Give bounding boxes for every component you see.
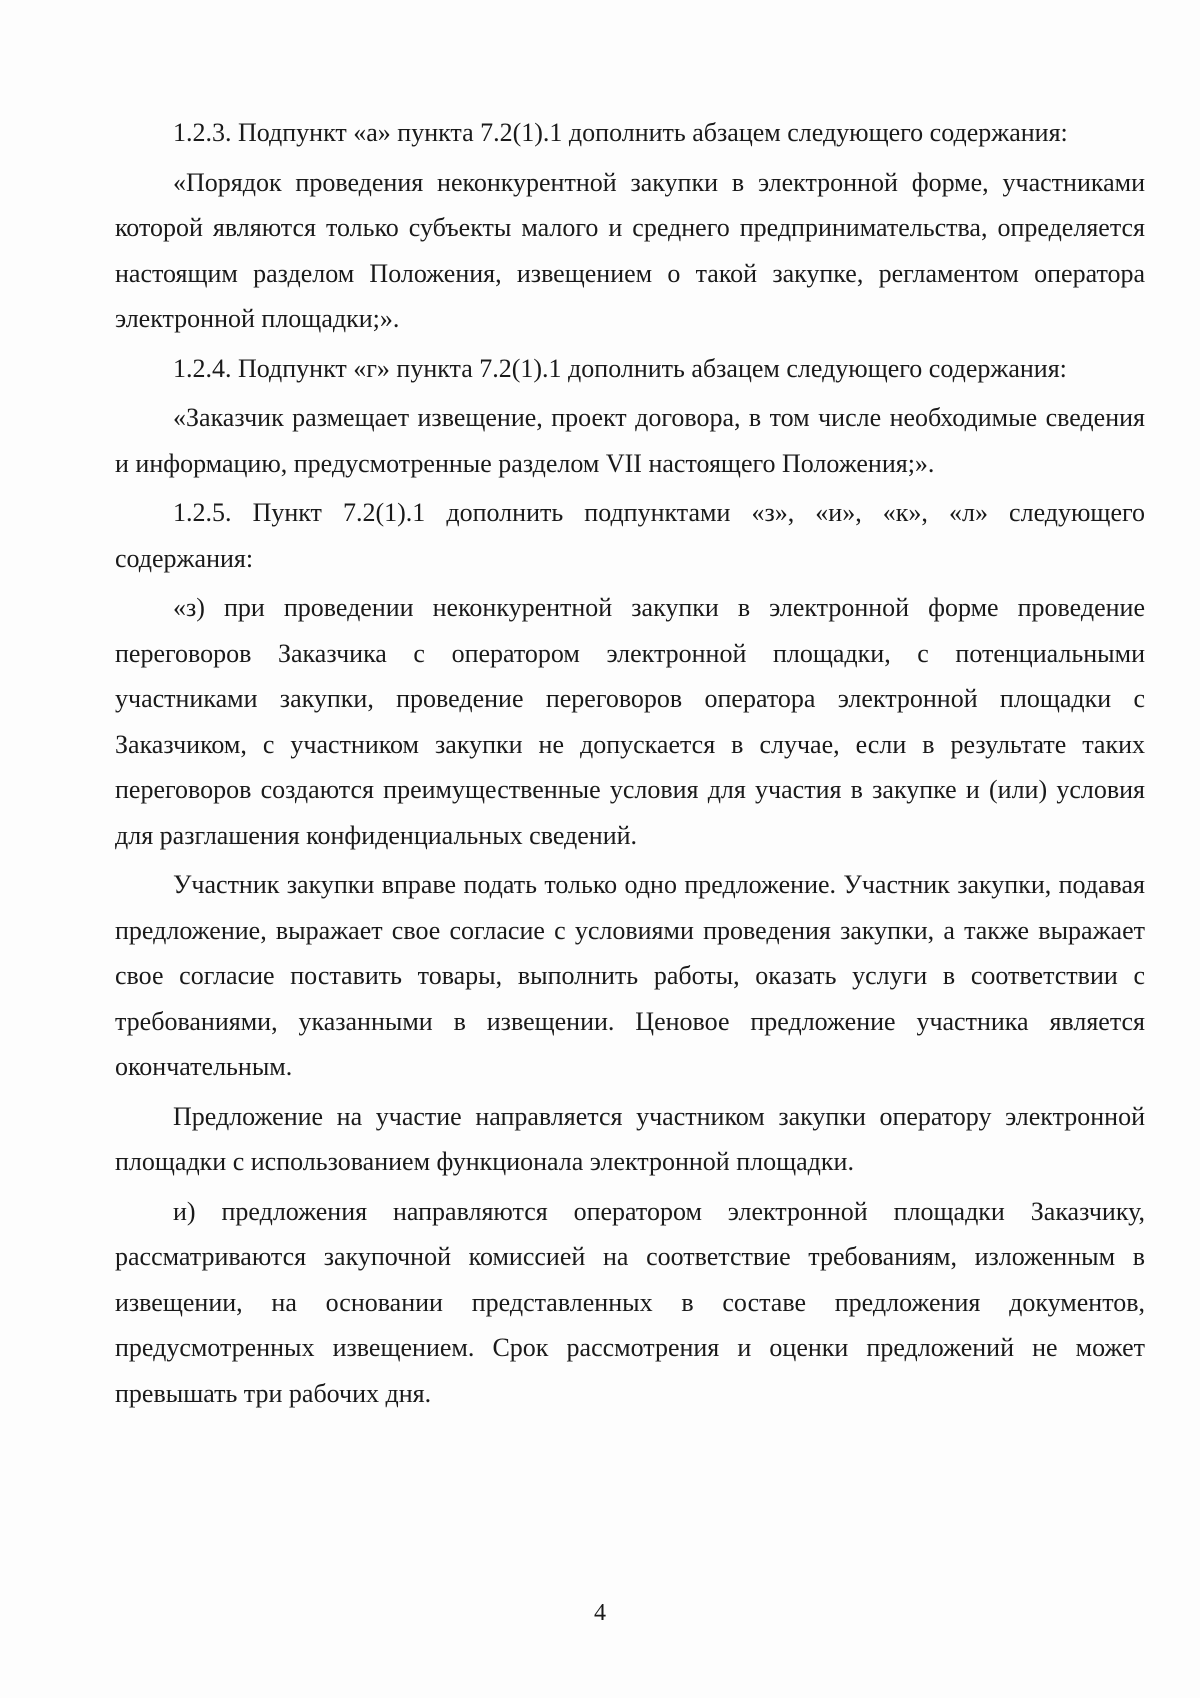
paragraph-quote-customer: «Заказчик размещает извещение, проект договора, в том числе необходимые сведения и информацию, предусмотренные разделом VII настоящего Положения;». [115,403,1145,478]
paragraph-subitem-i: и) предложения направляются оператором электронной площадки Заказчику, рассматриваются закупочной комиссией на соответствие требованиям, изложенным в извещении, на основании представленных в составе предложения документов, предусмотренных извещением. Срок рассмотрения и оценки предложений не может превышать три рабочих дня. [115,1196,1145,1408]
paragraph-quote-order: «Порядок проведения неконкурентной закупки в электронной форме, участниками которой являются только субъекты малого и среднего предпринимательства, определяется настоящим разделом Положения, извещением о такой закупке, регламентом оператора электронной площадки;». [115,167,1145,333]
paragraph-subitem-z: «з) при проведении неконкурентной закупки в электронной форме проведение переговоров Заказчика с оператором электронной площадки, с потенциальными участниками закупки, проведение переговоров оператора электронной площадки с Заказчиком, с участником закупки не допускается в случае, если в результате таких переговоров создаются преимущественные условия для участия в закупке и (или) условия для разглашения конфиденциальных сведений. [115,593,1145,850]
paragraph-offer-submission: Предложение на участие направляется участником закупки оператору электронной площадки с использованием функционала электронной площадки. [115,1101,1145,1176]
paragraph-1-2-5: 1.2.5. Пункт 7.2(1).1 дополнить подпунктами «з», «и», «к», «л» следующего содержания: [115,498,1145,573]
paragraph-participant-offer: Участник закупки вправе подать только одно предложение. Участник закупки, подавая предложение, выражает свое согласие с условиями проведения закупки, а также выражает свое согласие поставить товары, выполнить работы, оказать услуги в соответствии с требованиями, указанными в извещении. Ценовое предложение участника является окончательным. [115,870,1145,1081]
page-number: 4 [594,1600,606,1626]
paragraph-1-2-4: 1.2.4. Подпункт «г» пункта 7.2(1).1 дополнить абзацем следующего содержания: [173,353,1067,383]
paragraph-1-2-3: 1.2.3. Подпункт «а» пункта 7.2(1).1 дополнить абзацем следующего содержания: [173,118,1068,147]
document-body [115,110,1145,1420]
